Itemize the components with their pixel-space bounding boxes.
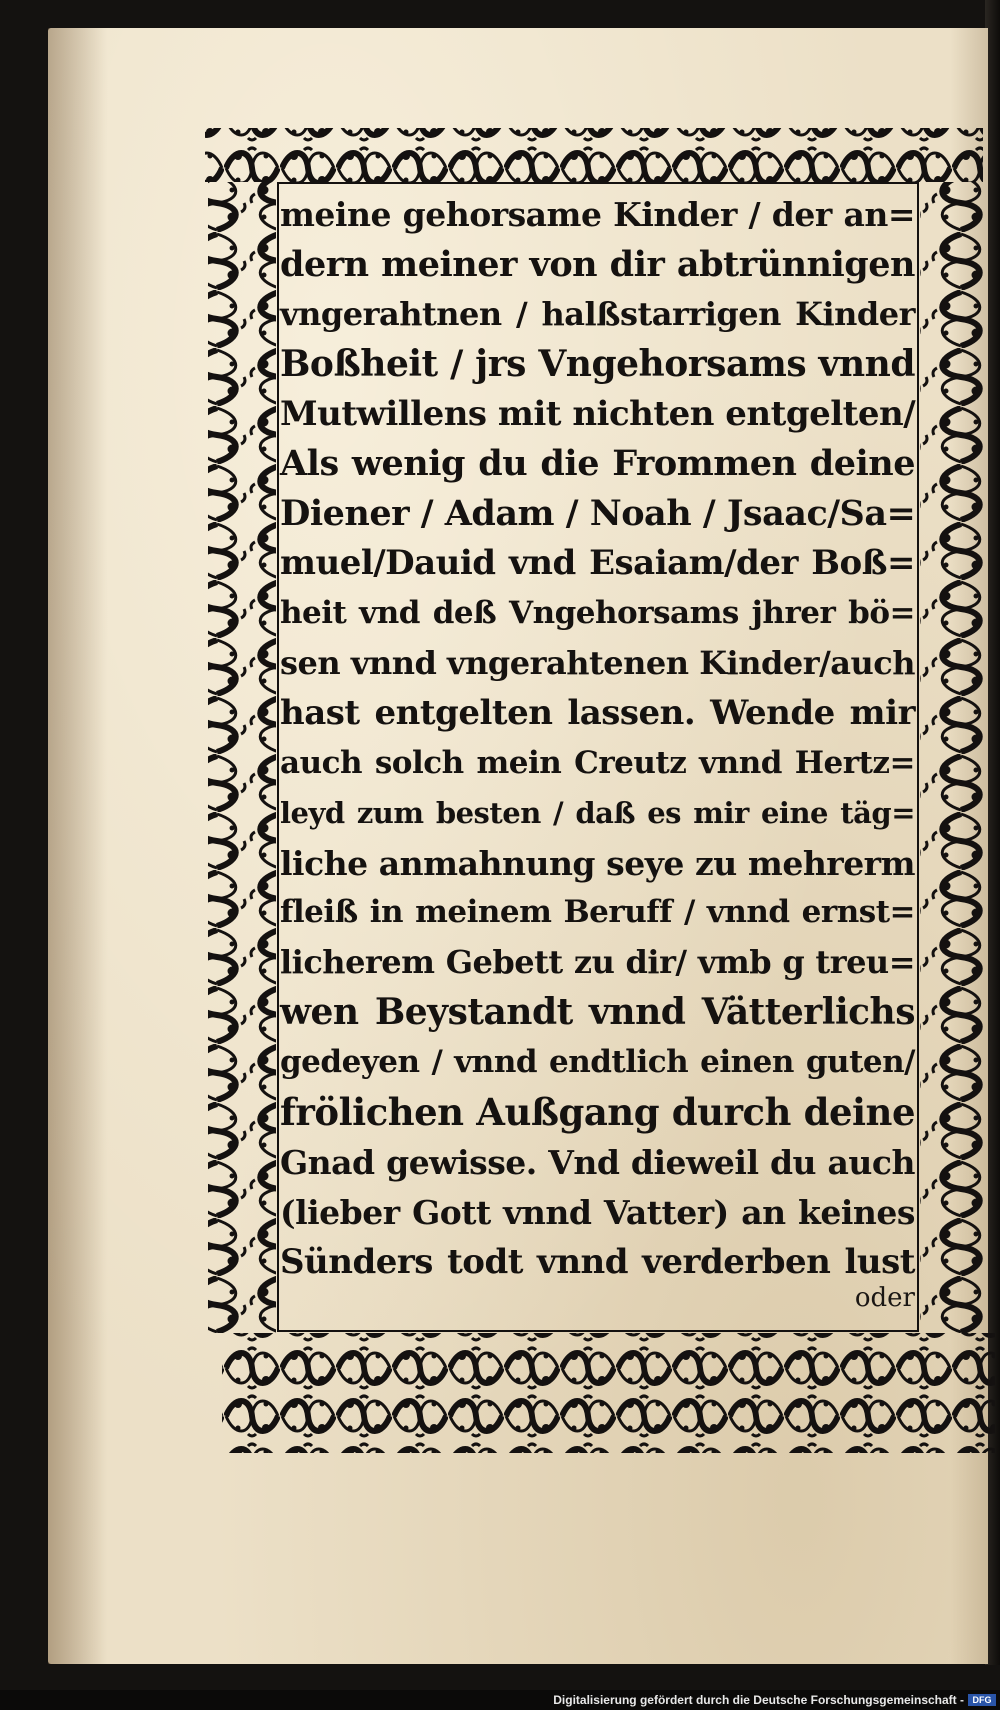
text-line: Sünders todt vnnd verderben lust	[280, 1241, 915, 1282]
text-line: fleiß in meinem Beruff / vnnd ernst=	[280, 894, 915, 931]
text-line: dern meiner von dir abtrünnigen	[280, 243, 915, 285]
text-line: liche anmahnung seye zu mehrerm	[280, 843, 915, 883]
text-line: meine gehorsame Kinder / der an=	[280, 195, 915, 234]
text-line: heit vnd deß Vngehorsams jhrer bö=	[280, 595, 915, 632]
text-line: vngerahtnen / halßstarrigen Kinder	[280, 294, 915, 333]
page-text	[280, 190, 915, 1288]
text-line: Als wenig du die Frommen deine	[280, 443, 915, 485]
text-line: leyd zum besten / daß es mir eine täg=	[280, 795, 915, 830]
text-line: muel/Dauid vnd Esaiam/der Boß=	[280, 543, 915, 584]
dfg-logo: DFG	[968, 1694, 996, 1706]
text-line: Diener / Adam / Noah / Jsaac/Sa=	[280, 493, 916, 535]
footer-credit: Digitalisierung gefördert durch die Deutsche Forschungsgemeinschaft -	[553, 1693, 964, 1707]
text-line: Mutwillens mit nichten entgelten/	[280, 393, 916, 434]
text-line: sen vnnd vngerahtenen Kinder/auch	[280, 644, 915, 683]
text-line: auch solch mein Creutz vnnd Hertz=	[280, 744, 915, 781]
text-line: Boßheit / jrs Vngehorsams vnnd	[280, 342, 915, 385]
catchword: oder	[854, 1283, 915, 1313]
text-line: Gnad gewisse. Vnd dieweil du auch	[280, 1142, 915, 1182]
text-line: (lieber Gott vnnd Vatter) an keines	[280, 1192, 915, 1232]
text-line: hast entgelten lassen. Wende mir	[280, 692, 915, 733]
text-line: licherem Gebett zu dir/ vmb g treu=	[280, 943, 915, 982]
text-line: wen Beystandt vnnd Vätterlichs	[280, 991, 915, 1034]
text-line: frölichen Außgang durch deine	[280, 1090, 915, 1135]
text-line: gedeyen / vnnd endtlich einen guten/	[280, 1044, 915, 1081]
